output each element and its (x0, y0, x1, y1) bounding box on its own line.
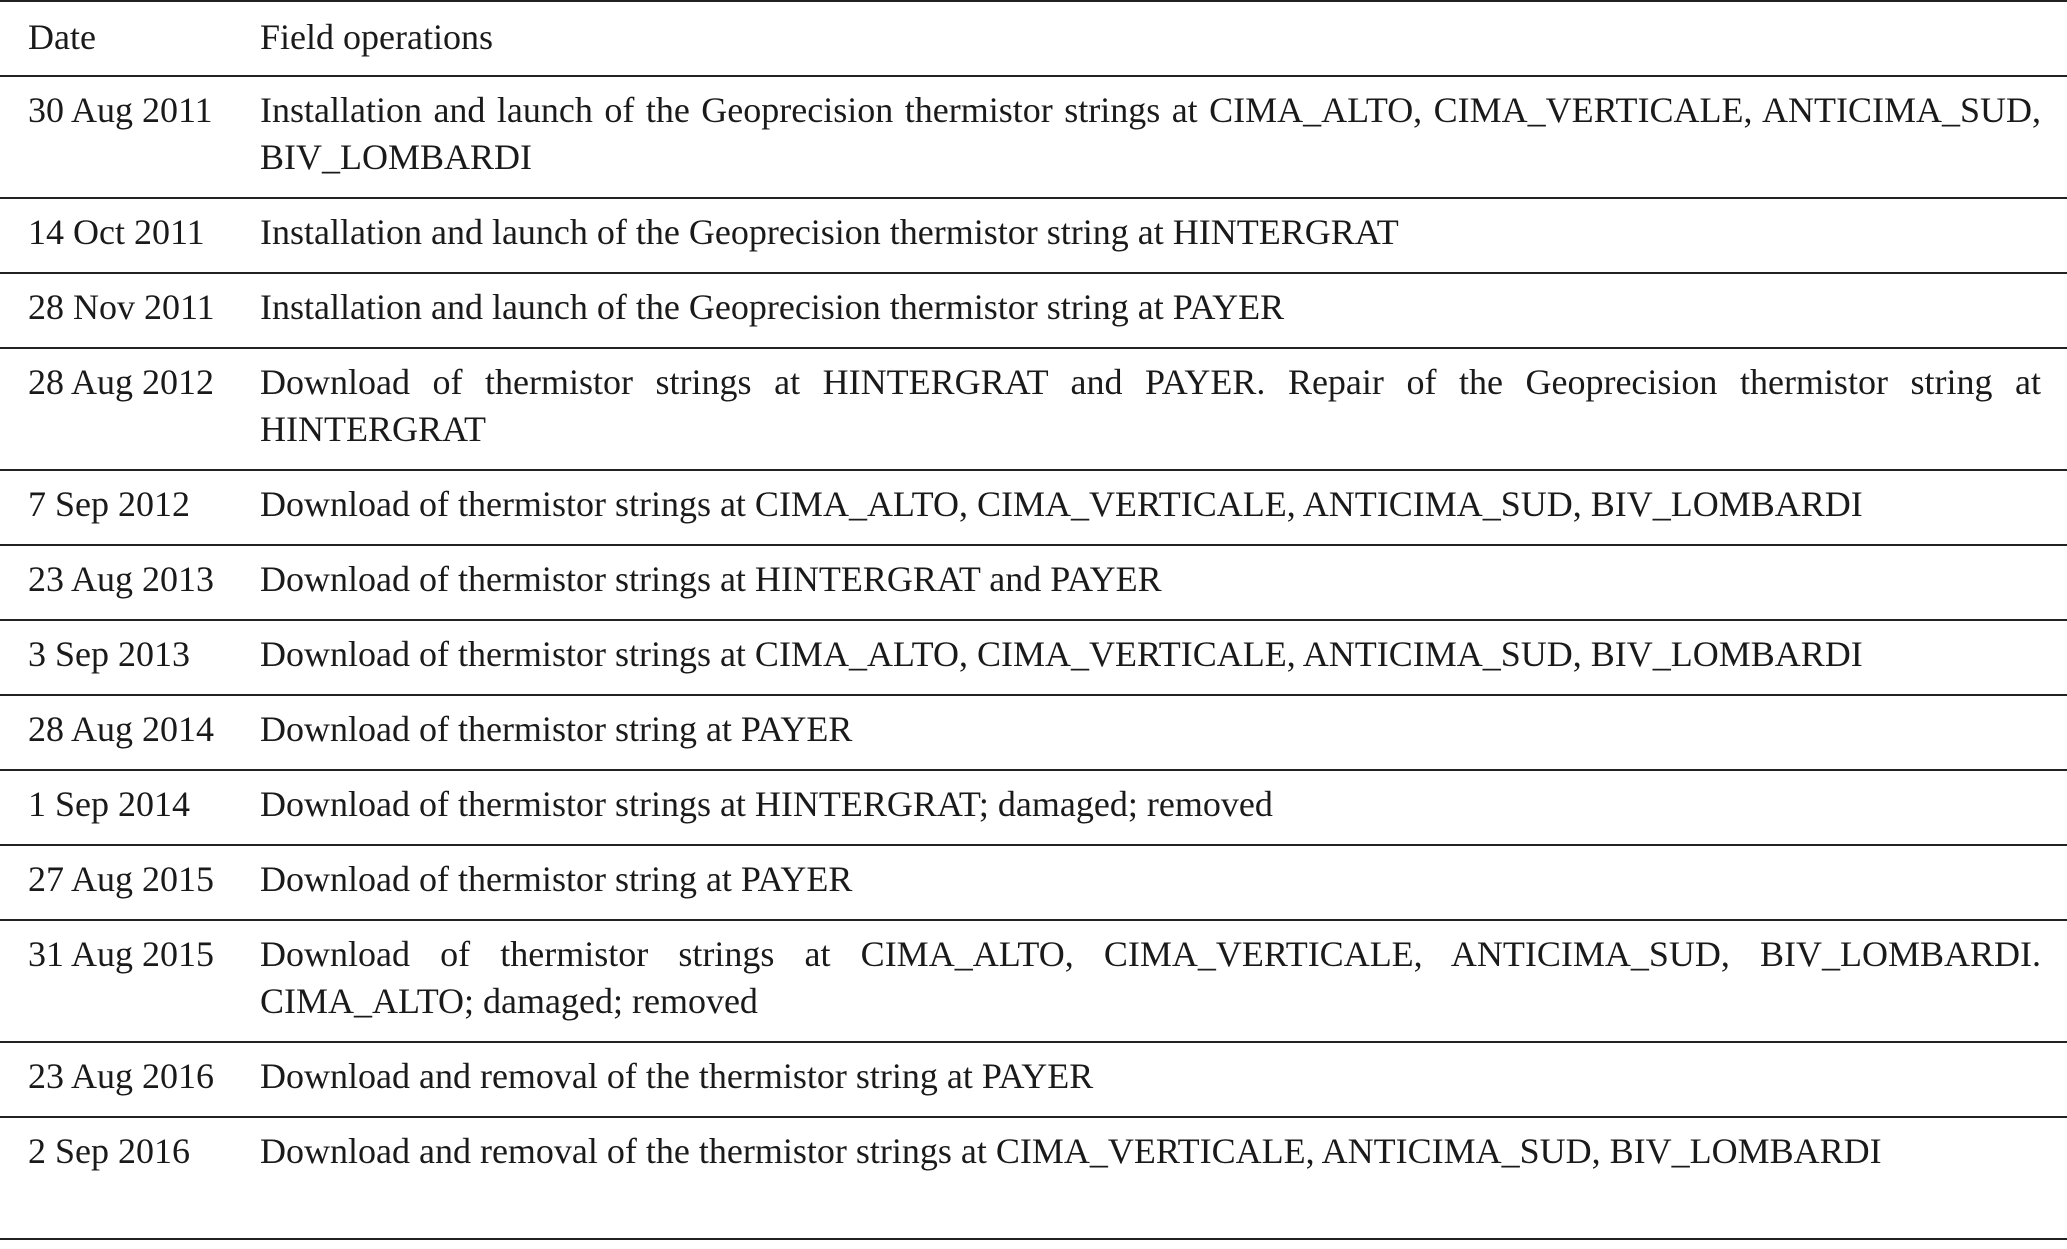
operation-cell: Download of thermistor strings at CIMA_ALTO, CIMA_VERTICALE, ANTICIMA_SUD, BIV_LOMBARDI (260, 634, 1863, 674)
operation-cell: Download of thermistor strings at HINTERGRAT; damaged; removed (260, 784, 1273, 824)
table-row (0, 76, 2067, 198)
operation-cell: Download of thermistor strings at CIMA_ALTO, CIMA_VERTICALE, ANTICIMA_SUD, BIV_LOMBARDI. CIMA_ALTO; damaged; removed (260, 934, 2041, 1021)
date-cell: 7 Sep 2012 (28, 484, 190, 524)
table-row (0, 620, 2067, 695)
date-cell: 27 Aug 2015 (28, 859, 215, 899)
operation-cell: Download of thermistor strings at HINTERGRAT and PAYER. Repair of the Geoprecision thermistor string at HINTERGRAT (260, 362, 2041, 449)
operation-cell: Download and removal of the thermistor string at PAYER (260, 1056, 1094, 1096)
operation-cell: Download of thermistor strings at HINTERGRAT and PAYER (260, 559, 1162, 599)
operation-cell: Download of thermistor string at PAYER (260, 709, 853, 749)
table-row (0, 273, 2067, 348)
table-row (0, 545, 2067, 620)
table-body (0, 76, 2067, 1239)
date-cell: 30 Aug 2011 (28, 90, 213, 130)
table-row (0, 348, 2067, 470)
operation-cell: Download of thermistor string at PAYER (260, 859, 853, 899)
operation-cell: Installation and launch of the Geoprecision thermistor string at PAYER (260, 287, 1285, 327)
date-cell: 1 Sep 2014 (28, 784, 190, 824)
table-row (0, 470, 2067, 545)
operation-cell: Installation and launch of the Geoprecision thermistor strings at CIMA_ALTO, CIMA_VERTICALE, ANTICIMA_SUD, BIV_LOMBARDI (260, 90, 2041, 177)
date-cell: 2 Sep 2016 (28, 1131, 190, 1171)
date-cell: 28 Aug 2014 (28, 709, 215, 749)
table-row (0, 920, 2067, 1042)
table-row (0, 1042, 2067, 1117)
table-row (0, 845, 2067, 920)
table-row (0, 1117, 2067, 1239)
date-cell: 3 Sep 2013 (28, 634, 190, 674)
table-row (0, 198, 2067, 273)
table-header (0, 1, 2067, 76)
table-row (0, 770, 2067, 845)
operation-cell: Installation and launch of the Geoprecision thermistor string at HINTERGRAT (260, 212, 1399, 252)
table-row (0, 695, 2067, 770)
date-cell: 31 Aug 2015 (28, 934, 215, 974)
operation-cell: Download of thermistor strings at CIMA_ALTO, CIMA_VERTICALE, ANTICIMA_SUD, BIV_LOMBARDI (260, 484, 1863, 524)
date-cell: 28 Aug 2012 (28, 362, 215, 402)
date-cell: 14 Oct 2011 (28, 212, 205, 252)
operations-column-header: Field operations (260, 17, 493, 57)
date-cell: 23 Aug 2013 (28, 559, 215, 599)
date-cell: 23 Aug 2016 (28, 1056, 215, 1096)
date-column-header: Date (28, 17, 96, 57)
date-cell: 28 Nov 2011 (28, 287, 215, 327)
header-row (0, 1, 2067, 76)
operation-cell: Download and removal of the thermistor strings at CIMA_VERTICALE, ANTICIMA_SUD, BIV_LOMBARDI (260, 1131, 1882, 1171)
